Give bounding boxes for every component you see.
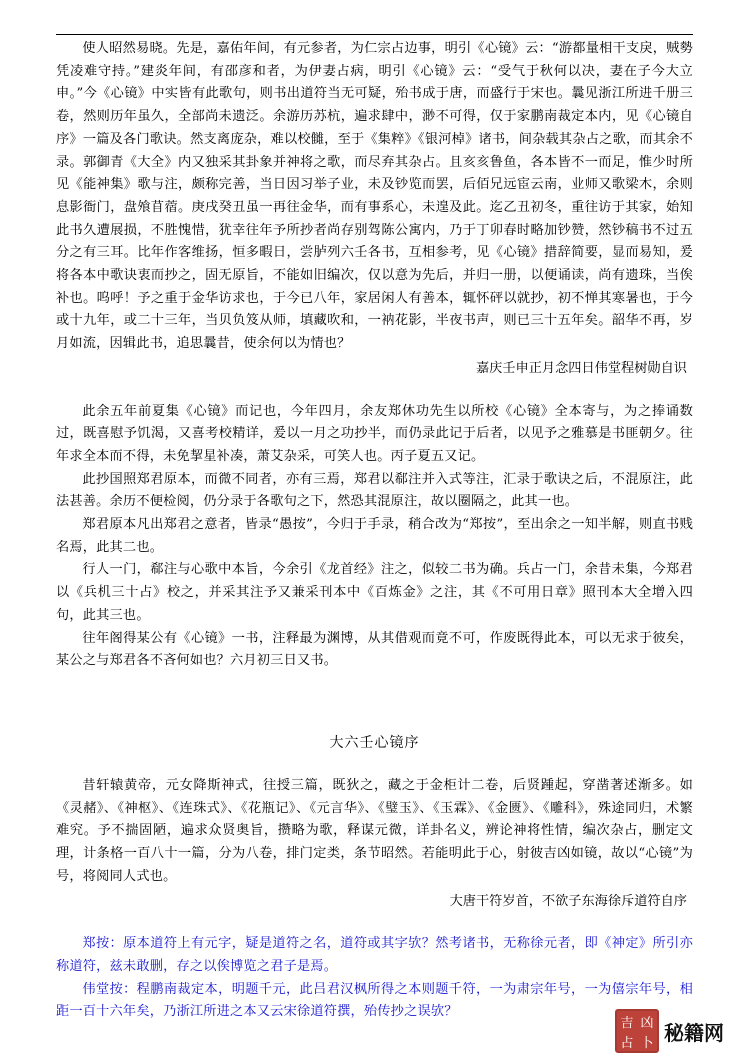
annotation-note-zheng: 郑按：原本道符上有元字，疑是道符之名，道符或其字欤？然考诸书，无称徐元者，即《神定》所引亦称道符，兹未敢删，存之以俟博览之君子是焉。 xyxy=(56,936,693,974)
spacer xyxy=(56,381,693,401)
seal-char: 凶 xyxy=(640,1015,654,1031)
preface-paragraph: 昔轩辕黄帝，元女降斯神式，往授三篇，既狄之，藏之于金柜计二卷，后贤踵起，穿凿著述渐多。如《灵赭》、《神枢》、《连珠式》、《花瓶记》、《元言华》、《璧玉》、《玉霖》、《金匮》、《雕科》，殊途同归，术繁难究。予不揣固陋，遍求众贤奥旨，攒略为歌，释谋元微，详卦名义，辨论神将性情，编次杂占，删定文理，计条格一百八十一篇，分为八卷，排门定类，条节昭然。若能明此于心，射彼吉凶如镜，故以“心镜”为号，将阅同人式也。 xyxy=(56,778,693,884)
signature-line-1: 嘉庆壬申正月念四日伟堂程树勋自识 xyxy=(476,360,687,376)
signature-line-2: 大唐干符岁首，不欲子东海徐斥道符自序 xyxy=(449,893,687,909)
watermark xyxy=(615,1010,735,1052)
seal-icon xyxy=(615,1009,659,1053)
watermark-site-label: 秘籍网 xyxy=(664,1020,724,1045)
body-paragraph: 行人一门，郗注与心歌中本旨，今余引《龙首经》注之，似较二书为确。兵占一门，余昔未集，今郑君以《兵机三十占》校之，并采其注予又兼采刊本中《百炼金》之注，其《不可用日章》照刊本大全增入四句，此其三也。 xyxy=(56,562,693,623)
spacer xyxy=(56,755,693,775)
body-paragraph: 往年阁得某公有《心镜》一书，注释最为渊博，从其借观而竟不可，作废既得此本，可以无求于彼矣，某公之与郑君各不吝何如也？六月初三日又书。 xyxy=(56,630,693,669)
preface-title: 大六壬心镜序 xyxy=(329,734,420,751)
body-paragraph: 使人昭然易晓。先是，嘉佑年间，有元参者，为仁宗占边事，明引《心镜》云：“游都量相干支戾，贼勢凭凌难守持。”建炎年间，有邵彦和者，为伊妻占病，明引《心镜》云：“受气于秋何以决，妻在子今大立申。”今《心镜》中实皆有此歌句，则书出道符当无可疑，殆书成于唐，而盛行于宋也。曩见浙江所进千册三卷，然则历年虽久，全部尚未遗泛。余游历苏杭，遍求肆中，渺不可得，仅于家鹏南裁定本内，见《心镜自序》一篇及各门歌诀。然支离庞杂，难以校雠，至于《集粹》《银河棹》诸书，间杂载其杂占之歌，而其余不录。郭御青《大全》内又独采其卦象并神将之歌，而尽弃其杂占。且亥亥鲁鱼，各本皆不一而足，惟少时所见《能神集》歌与注，颇称完善，当日因习举子业，未及钞览而罢，后佰兄远宦云南，业师又歌梁木，余则息影衙门，盘飧苜蓿。庚戌癸丑虽一再往金华，而有事系心，未遑及此。迄乙丑初冬，重往访于其家，始知此书久遭展损，不胜愧惜，犹幸往年予所抄者尚存别驾陈公寓内，乃于丁卯春时略加钞赞，然钞稿书不过五分之有三耳。比年作客维扬，恒多暇日，尝胪列六壬各书，互相参考，见《心镜》措辞简要，显而易知，爰将各本中歌诀衷而抄之，固无原旨，不能如旧编次，仅以意为先后，并归一册，以便诵读，尚有遗珠，当俟补也。呜呼！予之重于金华访求也，于今已八年，家居闲人有善本，辄怀砰以就抄，初不惮其寒暑也，于今或十九年，或二十三年，当贝负笈从师，填藏吹和，一衲花影，半夜书声，则已三十五年矣。韶华不再，岁月如流，因辑此书，追思曩昔，使余何以为情也？ xyxy=(56,41,693,352)
spacer xyxy=(56,913,693,933)
seal-char: 卜 xyxy=(640,1035,654,1051)
body-paragraph: 此抄国照郑君原本，而微不同者，亦有三焉，郑君以郗注并入式等注，汇录于歌诀之后，不混原注，此法甚善。余历不便检阅，仍分录于各歌句之下，然恐其混原注，故以圈隔之，此其一也。 xyxy=(56,471,693,510)
annotation-note-weitang: 伟堂按：程鹏南裁定本，明题千元，此吕君汉枫所得之本则题千符，一为肃宗年号，一为僖宗年号，相距一百十六年矣，乃浙江所进之本又云宋徐道符撰，殆传抄之误欤？ xyxy=(56,981,693,1020)
body-paragraph: 郑君原本凡出郑君之意者，皆录“愚按”，今归于手录，稍合改为“郑按”，至出余之一知半解，则直书贱名焉，此其二也。 xyxy=(56,517,693,555)
seal-char: 占 xyxy=(620,1035,634,1051)
seal-char: 吉 xyxy=(620,1015,634,1031)
top-rule xyxy=(56,34,693,35)
body-paragraph: 此余五年前夏集《心镜》而记也，今年四月，余友郑休功先生以所校《心镜》全本寄与，为之捧诵数过，既喜慰予饥渴，又喜考校精详，爰以一月之功抄半，而仍录此记于后者，以见予之雅慕是书匪朝夕。往年求全本而不得，未免挈星补凑，萧艾杂采，可笑人也。丙子夏五又记。 xyxy=(56,403,693,464)
spacer xyxy=(56,673,693,731)
